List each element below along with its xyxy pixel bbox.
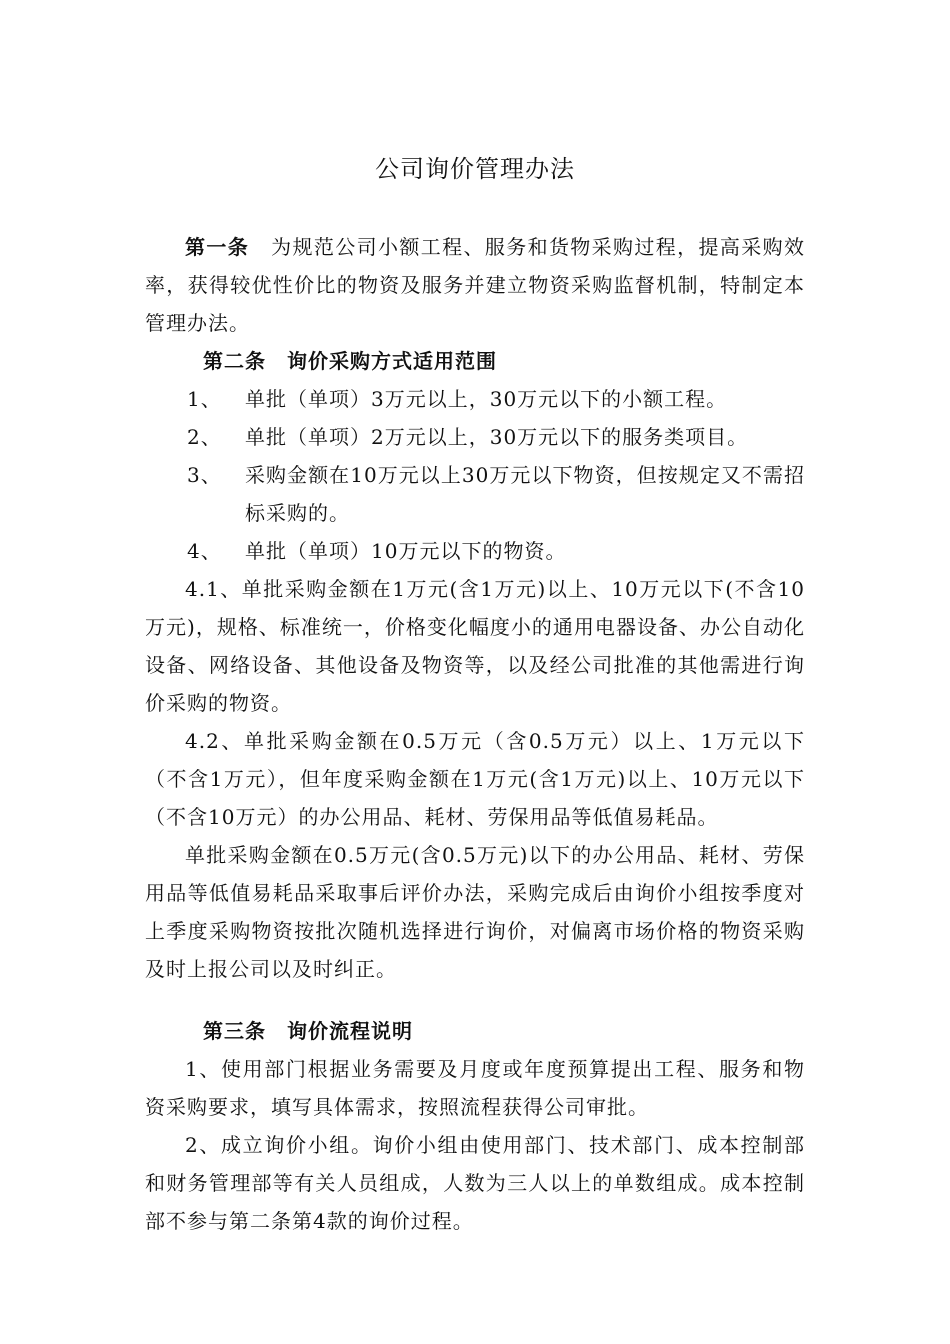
- article-1: [145, 228, 805, 342]
- section-gap: [145, 988, 805, 1012]
- list-item: [145, 456, 805, 532]
- list-item-number: 4、: [187, 539, 222, 563]
- article-3-paragraph-1: 1、使用部门根据业务需要及月度或年度预算提出工程、服务和物资采购要求，填写具体需求，按照流程获得公司审批。: [145, 1057, 805, 1119]
- list-item: [145, 532, 805, 570]
- list-item-number: 3、: [187, 463, 222, 487]
- article-1-text: 为规范公司小额工程、服务和货物采购过程，提高采购效率，获得较优性价比的物资及服务并建立物资采购监督机制，特制定本管理办法。: [145, 235, 806, 335]
- list-item: [145, 380, 805, 418]
- list-item-text: 单批（单项）10万元以下的物资。: [245, 539, 567, 563]
- list-item: [145, 418, 805, 456]
- list-item-text: 单批（单项）3万元以上，30万元以下的小额工程。: [245, 387, 728, 411]
- article-2-heading: 第二条 询价采购方式适用范围: [203, 349, 497, 373]
- article-3-paragraph-2: 2、成立询价小组。询价小组由使用部门、技术部门、成本控制部和财务管理部等有关人员组成，人数为三人以上的单数组成。成本控制部不参与第二条第4款的询价过程。: [145, 1133, 805, 1233]
- article-3-heading: 第三条 询价流程说明: [203, 1019, 413, 1043]
- list-item-text: 单批（单项）2万元以上，30万元以下的服务类项目。: [245, 425, 749, 449]
- clause-4-1: 4.1、单批采购金额在1万元(含1万元)以上、10万元以下(不含10万元)，规格、标准统一，价格变化幅度小的通用电器设备、办公自动化设备、网络设备、其他设备及物资等，以及经公司批准的其他需进行询价采购的物资。: [145, 577, 805, 715]
- document-body: [145, 228, 805, 1240]
- article-1-label: 第一条: [185, 235, 250, 259]
- document-title: 公司询价管理办法: [375, 155, 575, 183]
- list-item-number: 1、: [187, 387, 222, 411]
- clause-4-2: 4.2、单批采购金额在0.5万元（含0.5万元）以上、1万元以下（不含1万元），但年度采购金额在1万元(含1万元)以上、10万元以下（不含10万元）的办公用品、耗材、劳保用品等低值易耗品。: [145, 729, 805, 829]
- clause-note: 单批采购金额在0.5万元(含0.5万元)以下的办公用品、耗材、劳保用品等低值易耗品采取事后评价办法，采购完成后由询价小组按季度对上季度采购物资按批次随机选择进行询价，对偏离市场价格的物资采购及时上报公司以及时纠正。: [145, 843, 805, 981]
- list-item-number: 2、: [187, 425, 222, 449]
- list-item-text: 采购金额在10万元以上30万元以下物资，但按规定又不需招标采购的。: [245, 463, 805, 525]
